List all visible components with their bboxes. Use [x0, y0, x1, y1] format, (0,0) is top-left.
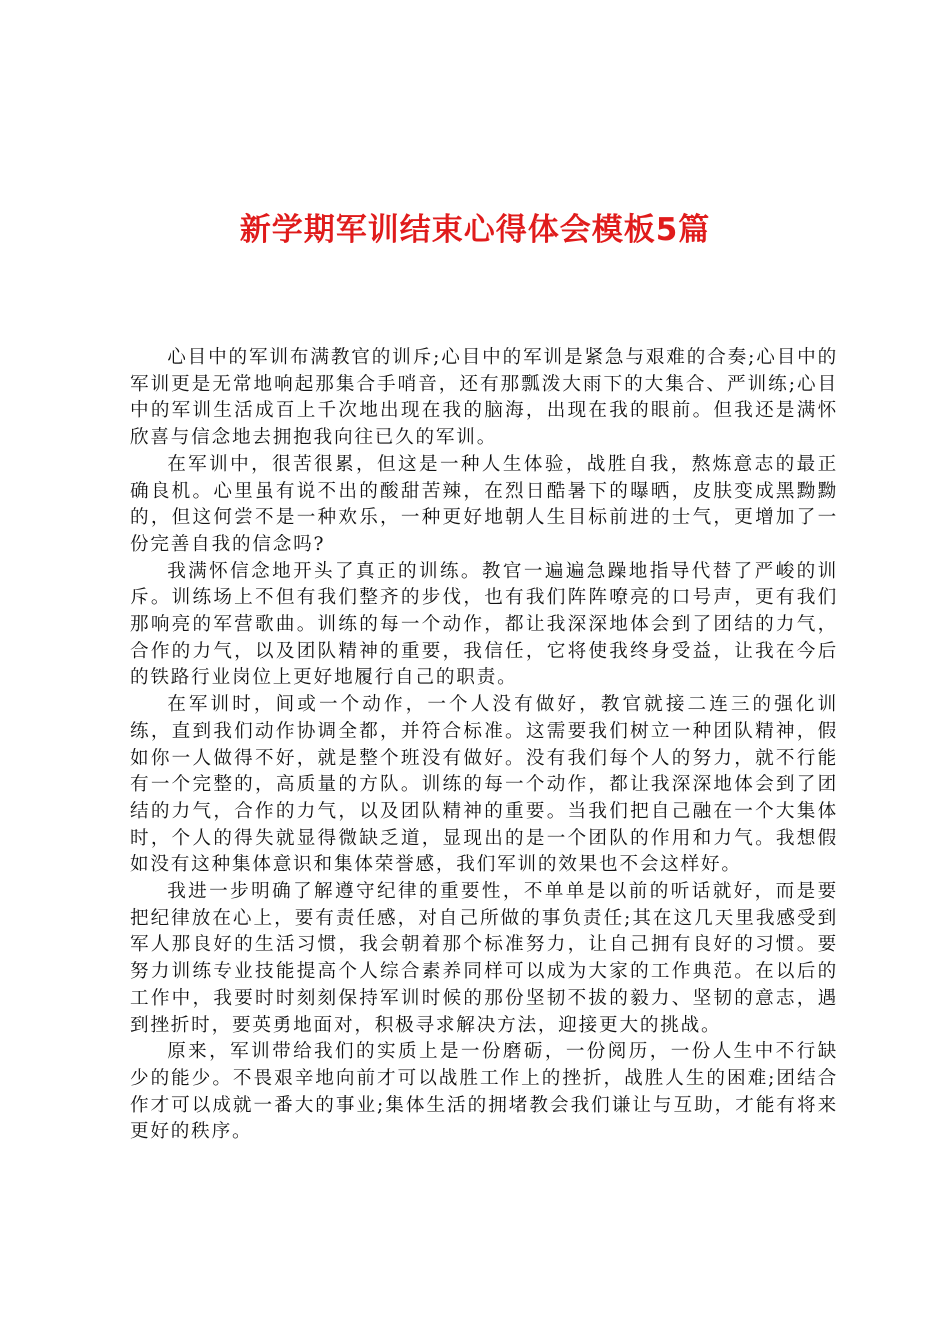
document-body [130, 345, 838, 1146]
body-paragraph: 原来，军训带给我们的实质上是一份磨砺，一份阅历，一份人生中不行缺少的能少。不畏艰辛地向前才可以战胜工作上的挫折，战胜人生的困难;团结合作才可以成就一番大的事业;集体生活的拥堵教会我们谦让与互助，才能有将来更好的秩序。 [130, 1041, 838, 1143]
body-paragraph: 我进一步明确了解遵守纪律的重要性，不单单是以前的听话就好，而是要把纪律放在心上，要有责任感，对自己所做的事负责任;其在这几天里我感受到军人那良好的生活习惯，我会朝着那个标准努力，让自己拥有良好的习惯。要努力训练专业技能提高个人综合素养同样可以成为大家的工作典范。在以后的工作中，我要时时刻刻保持军训时候的那份坚韧不拔的毅力、坚韧的意志，遇到挫折时，要英勇地面对，积极寻求解决方法，迎接更大的挑战。 [130, 881, 838, 1036]
body-paragraph: 心目中的军训布满教官的训斥;心目中的军训是紧急与艰难的合奏;心目中的军训更是无常地响起那集合手哨音，还有那瓢泼大雨下的大集合、严训练;心目中的军训生活成百上千次地出现在我的脑海，出现在我的眼前。但我还是满怀欣喜与信念地去拥抱我向往已久的军训。 [130, 347, 838, 449]
body-paragraph: 我满怀信念地开头了真正的训练。教官一遍遍急躁地指导代替了严峻的训斥。训练场上不但有我们整齐的步伐，也有我们阵阵嘹亮的口号声，更有我们那响亮的军营歌曲。训练的每一个动作，都让我深深地体会到了团结的力气，合作的力气，以及团队精神的重要，我信任，它将使我终身受益，让我在今后的铁路行业岗位上更好地履行自己的职责。 [130, 560, 838, 689]
body-paragraph: 在军训时，间或一个动作，一个人没有做好，教官就接二连三的强化训练，直到我们动作协调全都，并符合标准。这需要我们树立一种团队精神，假如你一人做得不好，就是整个班没有做好。没有我们每个人的努力，就不行能有一个完整的，高质量的方队。训练的每一个动作，都让我深深地体会到了团结的力气，合作的力气，以及团队精神的重要。当我们把自己融在一个大集体时，个人的得失就显得微缺乏道，显现出的是一个团队的作用和力气。我想假如没有这种集体意识和集体荣誉感，我们军训的效果也不会这样好。 [130, 694, 838, 876]
document-title: 新学期军训结束心得体会模板5篇 [239, 212, 711, 248]
body-paragraph: 在军训中，很苦很累，但这是一种人生体验，战胜自我，熬炼意志的最正确良机。心里虽有说不出的酸甜苦辣，在烈日酷暑下的曝晒，皮肤变成黑黝黝的，但这何尝不是一种欢乐，一种更好地朝人生目标前进的士气，更增加了一份完善自我的信念吗? [130, 453, 838, 555]
